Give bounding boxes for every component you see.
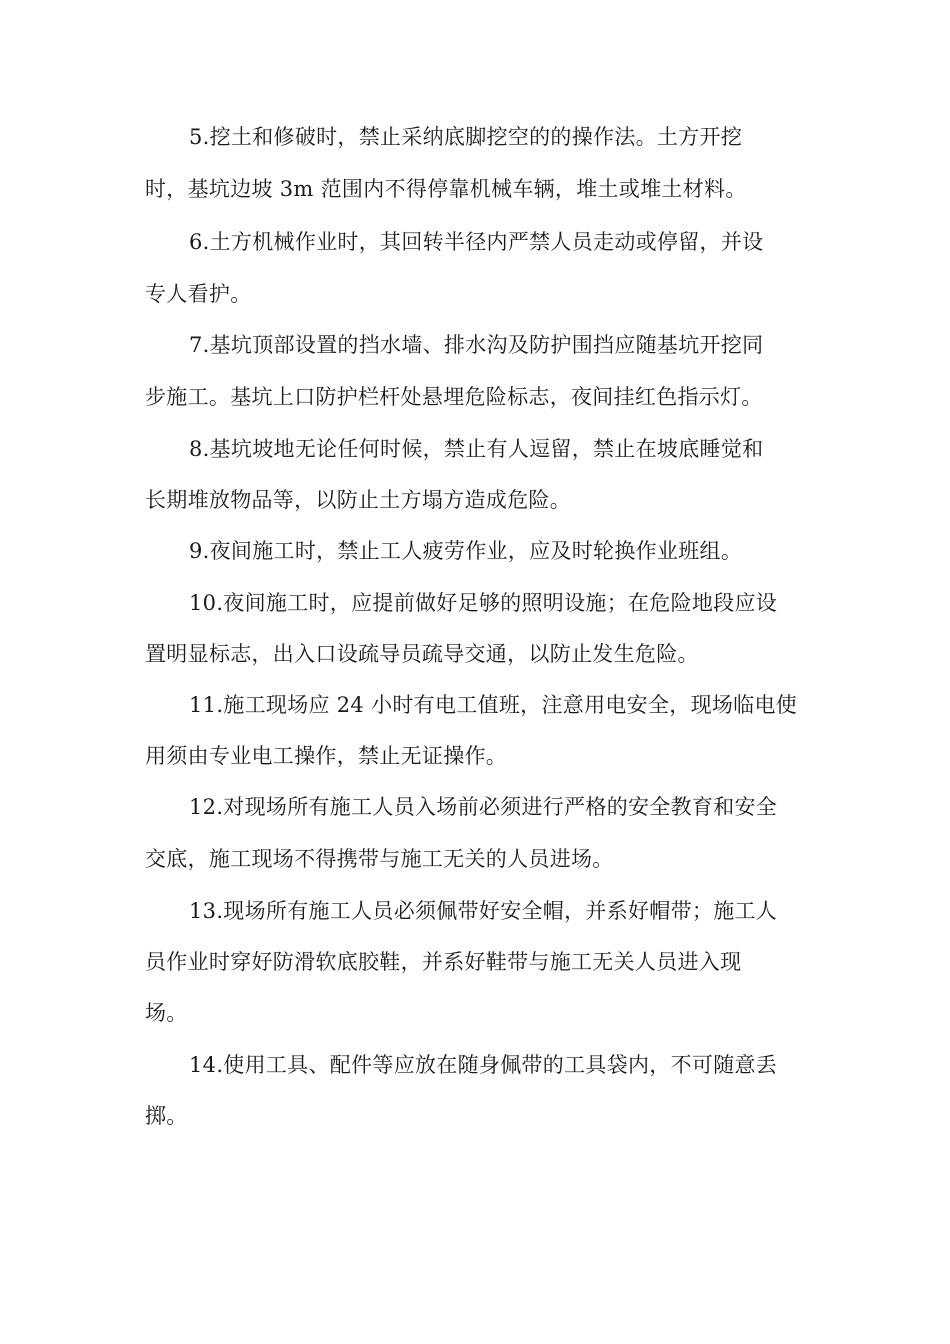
paragraph-line: 9.夜间施工时，禁止工人疲劳作业，应及时轮换作业班组。 — [189, 539, 743, 563]
paragraph-line: 7.基坑顶部设置的挡水墙、排水沟及防护围挡应随基坑开挖同 — [189, 333, 764, 357]
paragraph-line: 12.对现场所有施工人员入场前必须进行严格的安全教育和安全 — [189, 795, 778, 819]
paragraph-line: 14.使用工具、配件等应放在随身佩带的工具袋内，不可随意丢 — [189, 1053, 778, 1077]
paragraph-line: 置明显标志，出入口设疏导员疏导交通，以防止发生危险。 — [145, 642, 699, 666]
paragraph-line: 用须由专业电工操作，禁止无证操作。 — [145, 744, 508, 768]
paragraph-line: 11.施工现场应 24 小时有电工值班，注意用电安全，现场临电使 — [189, 693, 798, 717]
paragraph-line: 13.现场所有施工人员必须佩带好安全帽，并系好帽带；施工人 — [189, 899, 778, 923]
paragraph-line: 专人看护。 — [145, 282, 252, 306]
paragraph-line: 步施工。基坑上口防护栏杆处悬埋危险标志，夜间挂红色指示灯。 — [145, 385, 763, 409]
paragraph-line: 时，基坑边坡 3m 范围内不得停靠机械车辆，堆土或堆土材料。 — [145, 177, 747, 201]
paragraph-line: 8.基坑坡地无论任何时候，禁止有人逗留，禁止在坡底睡觉和 — [189, 437, 764, 461]
paragraph-line: 6.土方机械作业时，其回转半径内严禁人员走动或停留，并设 — [189, 230, 764, 254]
paragraph-line: 5.挖土和修破时，禁止采纳底脚挖空的的操作法。土方开挖 — [189, 125, 743, 149]
paragraph-line: 10.夜间施工时，应提前做好足够的照明设施；在危险地段应设 — [189, 591, 778, 615]
paragraph-line: 掷。 — [145, 1104, 188, 1128]
paragraph-line: 交底，施工现场不得携带与施工无关的人员进场。 — [145, 847, 614, 871]
paragraph-line: 场。 — [145, 1001, 188, 1025]
paragraph-line: 员作业时穿好防滑软底胶鞋，并系好鞋带与施工无关人员进入现 — [145, 950, 742, 974]
paragraph-line: 长期堆放物品等，以防止土方塌方造成危险。 — [145, 488, 571, 512]
